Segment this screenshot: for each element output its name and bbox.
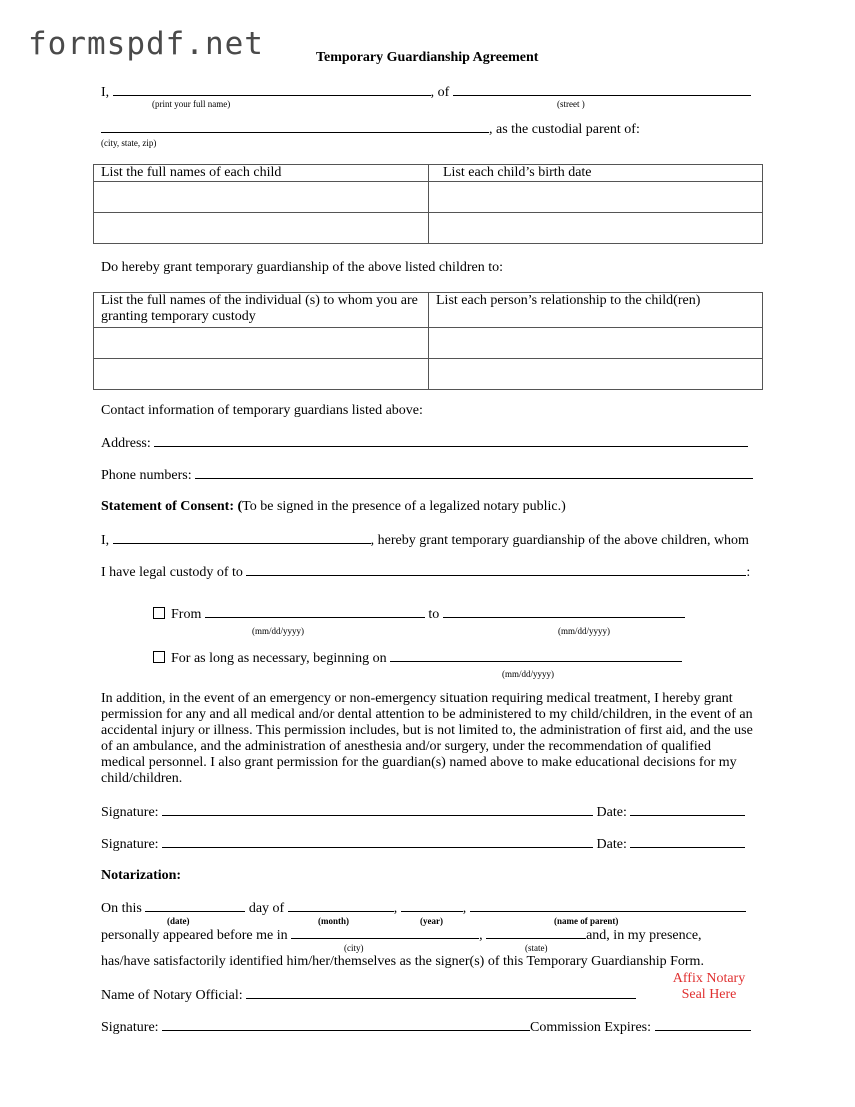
consent-line [101, 532, 749, 549]
city-hint: (city, state, zip) [101, 138, 157, 148]
date-label: Date: [596, 805, 627, 820]
i-label: I, [101, 85, 110, 100]
custody-field[interactable] [246, 564, 746, 576]
street-field[interactable] [453, 84, 751, 96]
in-presence-label: and, in my presence, [586, 928, 702, 943]
state-hint: (state) [525, 943, 548, 953]
notary-signature-label: Signature: [101, 1020, 159, 1035]
children-table [93, 164, 763, 244]
comma: , [393, 901, 398, 916]
phone-line [101, 467, 753, 484]
notary-name-label: Name of Notary Official: [101, 988, 243, 1003]
to-date-field[interactable] [443, 606, 685, 618]
medical-paragraph: In addition, in the event of an emergency or non-emergency situation requiring medical treatment, I hereby grant permission for any and all medical and/or dental attention to be administered to my child/children, in the event of an accidental injury or illness. This permission includes, but is not limited to, the administration of first aid, and the use of an ambulance, and the administration of anesthesia and/or surgery, under the recommendation of qualified medical personnel. I also grant permission for the guardian(s) named above to make educational decisions for my child/children. [101, 691, 753, 786]
from-checkbox[interactable] [153, 607, 165, 619]
guardian-name-cell[interactable] [94, 328, 429, 359]
guardians-table [93, 292, 763, 390]
phone-label: Phone numbers: [101, 468, 192, 483]
day-of-label: day of [248, 901, 285, 916]
to-date-hint: (mm/dd/yyyy) [558, 626, 610, 636]
notary-seal-placeholder: Affix Notary Seal Here [672, 971, 746, 1002]
guardian-relationship-cell[interactable] [429, 359, 763, 390]
notary-year-field[interactable] [401, 900, 463, 912]
guardians-header-name: List the full names of the individual (s) to whom you are granting temporary custody [94, 293, 429, 328]
consent-i-label: I, [101, 533, 110, 548]
notary-name-field[interactable] [246, 987, 636, 999]
comma: , [479, 928, 483, 943]
child-name-cell[interactable] [94, 182, 429, 213]
signature-label: Signature: [101, 837, 159, 852]
consent-heading-bold: Statement of Consent: ( [101, 499, 243, 514]
signature-line-1 [101, 804, 745, 821]
children-header-name: List the full names of each child [94, 165, 429, 182]
guardians-header-relationship: List each person’s relationship to the child(ren) [429, 293, 763, 328]
signature-date-field[interactable] [630, 836, 745, 848]
long-checkbox[interactable] [153, 651, 165, 663]
notary-signature-line [101, 1019, 751, 1036]
notary-day-field[interactable] [145, 900, 245, 912]
page-title: Temporary Guardianship Agreement [316, 50, 539, 65]
children-header-birthdate: List each child’s birth date [429, 165, 763, 182]
custody-label: I have legal custody of to [101, 565, 243, 580]
option-from-to [153, 606, 685, 623]
child-birthdate-cell[interactable] [429, 213, 763, 244]
child-name-cell[interactable] [94, 213, 429, 244]
notary-name-line [101, 987, 636, 1004]
signature-line-2 [101, 836, 745, 853]
beginning-date-hint: (mm/dd/yyyy) [502, 669, 554, 679]
from-label: From [171, 607, 202, 622]
street-hint: (street ) [557, 99, 585, 109]
watermark-logo: formspdf.net [28, 26, 264, 62]
commission-label: Commission Expires: [530, 1020, 651, 1035]
notary-city-field[interactable] [291, 927, 479, 939]
of-label: , of [430, 85, 450, 100]
address-label: Address: [101, 436, 151, 451]
notarization-heading: Notarization: [101, 868, 182, 883]
appeared-label: personally appeared before me in [101, 928, 288, 943]
comma: , [462, 901, 467, 916]
address-line [101, 435, 748, 452]
phone-field[interactable] [195, 467, 753, 479]
address-field[interactable] [154, 435, 748, 447]
notary-month-field[interactable] [288, 900, 394, 912]
signature-field[interactable] [162, 836, 593, 848]
custody-line [101, 564, 750, 581]
custodial-text: , as the custodial parent of: [489, 122, 640, 137]
notary-date-line [101, 900, 746, 917]
consent-name-field[interactable] [113, 532, 371, 544]
notary-signature-field[interactable] [162, 1019, 530, 1031]
to-label: to [428, 607, 440, 622]
custody-end: : [746, 565, 751, 580]
child-birthdate-cell[interactable] [429, 182, 763, 213]
grant-text: Do hereby grant temporary guardianship of the above listed children to: [101, 260, 503, 275]
notary-state-field[interactable] [486, 927, 586, 939]
year-hint: (year) [420, 916, 443, 926]
city-state-zip-field[interactable] [101, 121, 489, 133]
date-label: Date: [596, 837, 627, 852]
commission-expires-field[interactable] [655, 1019, 751, 1031]
guardian-relationship-cell[interactable] [429, 328, 763, 359]
long-label: For as long as necessary, beginning on [171, 651, 387, 666]
full-name-field[interactable] [113, 84, 431, 96]
custodial-line [101, 121, 640, 138]
from-date-hint: (mm/dd/yyyy) [252, 626, 304, 636]
contact-heading: Contact information of temporary guardians listed above: [101, 403, 423, 418]
identified-text: has/have satisfactorily identified him/her/themselves as the signer(s) of this Temporary Guardianship Form. [101, 954, 704, 969]
parent-hint: (name of parent) [554, 916, 619, 926]
beginning-date-field[interactable] [390, 650, 682, 662]
option-long [153, 650, 682, 667]
signature-field[interactable] [162, 804, 593, 816]
consent-heading [101, 499, 566, 515]
consent-grant-text: , hereby grant temporary guardianship of the above children, whom [370, 533, 749, 548]
date-hint: (date) [167, 916, 190, 926]
guardian-name-cell[interactable] [94, 359, 429, 390]
from-date-field[interactable] [205, 606, 425, 618]
month-hint: (month) [318, 916, 349, 926]
print-name-hint: (print your full name) [152, 99, 231, 109]
on-this-label: On this [101, 901, 142, 916]
appeared-line [101, 927, 702, 944]
parent-name-field[interactable] [470, 900, 746, 912]
signature-label: Signature: [101, 805, 159, 820]
consent-heading-rest: To be signed in the presence of a legalized notary public.) [242, 499, 566, 514]
city-hint: (city) [344, 943, 364, 953]
signature-date-field[interactable] [630, 804, 745, 816]
